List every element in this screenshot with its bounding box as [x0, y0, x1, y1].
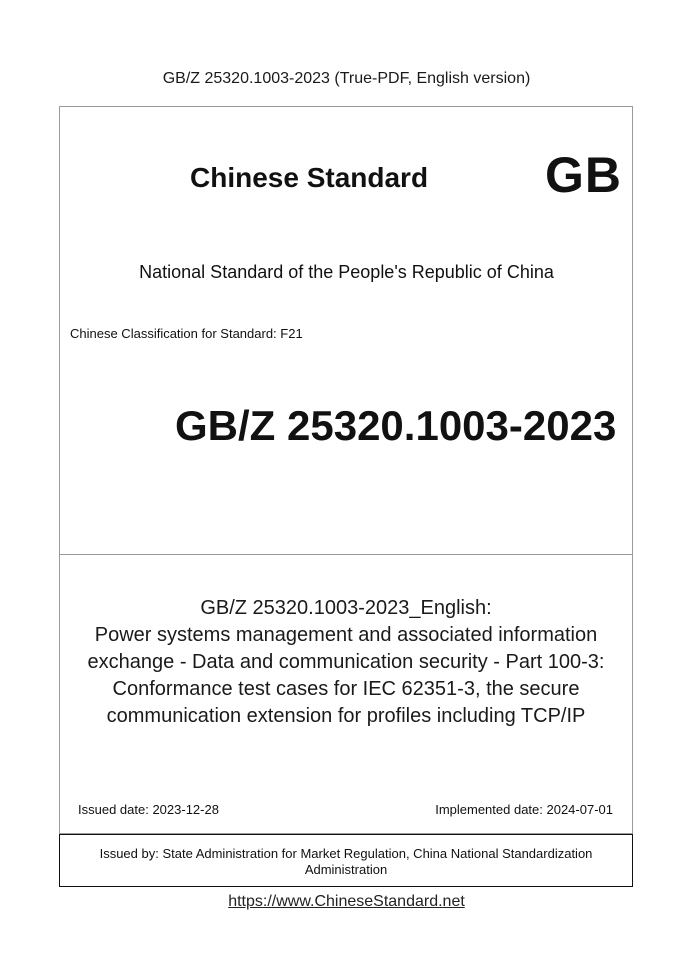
title-line: communication extension for profiles including TCP/IP [106, 705, 586, 727]
classification-label: Chinese Classification for Standard: F21 [70, 326, 303, 341]
implemented-date: Implemented date: 2024-07-01 [435, 802, 613, 817]
issued-date: Issued date: 2023-12-28 [78, 802, 219, 817]
issued-by-line: Issued by: State Administration for Market Regulation, China National Standardization [99, 846, 593, 861]
standard-number: GB/Z 25320.1003-2023 [175, 402, 617, 449]
gb-mark: GB [545, 147, 622, 203]
title-line: Conformance test cases for IEC 62351-3, the secure [112, 678, 580, 700]
issued-by-line: Administration [304, 862, 388, 877]
document-title [70, 595, 622, 730]
title-line: Power systems management and associated information [94, 624, 598, 646]
title-line: exchange - Data and communication security - Part 100-3: [87, 651, 605, 673]
title-line: GB/Z 25320.1003-2023_English: [200, 597, 492, 619]
issued-by [64, 846, 628, 878]
national-standard-subtitle: National Standard of the People's Republic of China [139, 262, 554, 282]
website-link[interactable]: https://www.ChineseStandard.net [228, 893, 465, 910]
document-header: GB/Z 25320.1003-2023 (True-PDF, English version) [162, 70, 531, 87]
chinese-standard-heading: Chinese Standard [190, 162, 429, 193]
